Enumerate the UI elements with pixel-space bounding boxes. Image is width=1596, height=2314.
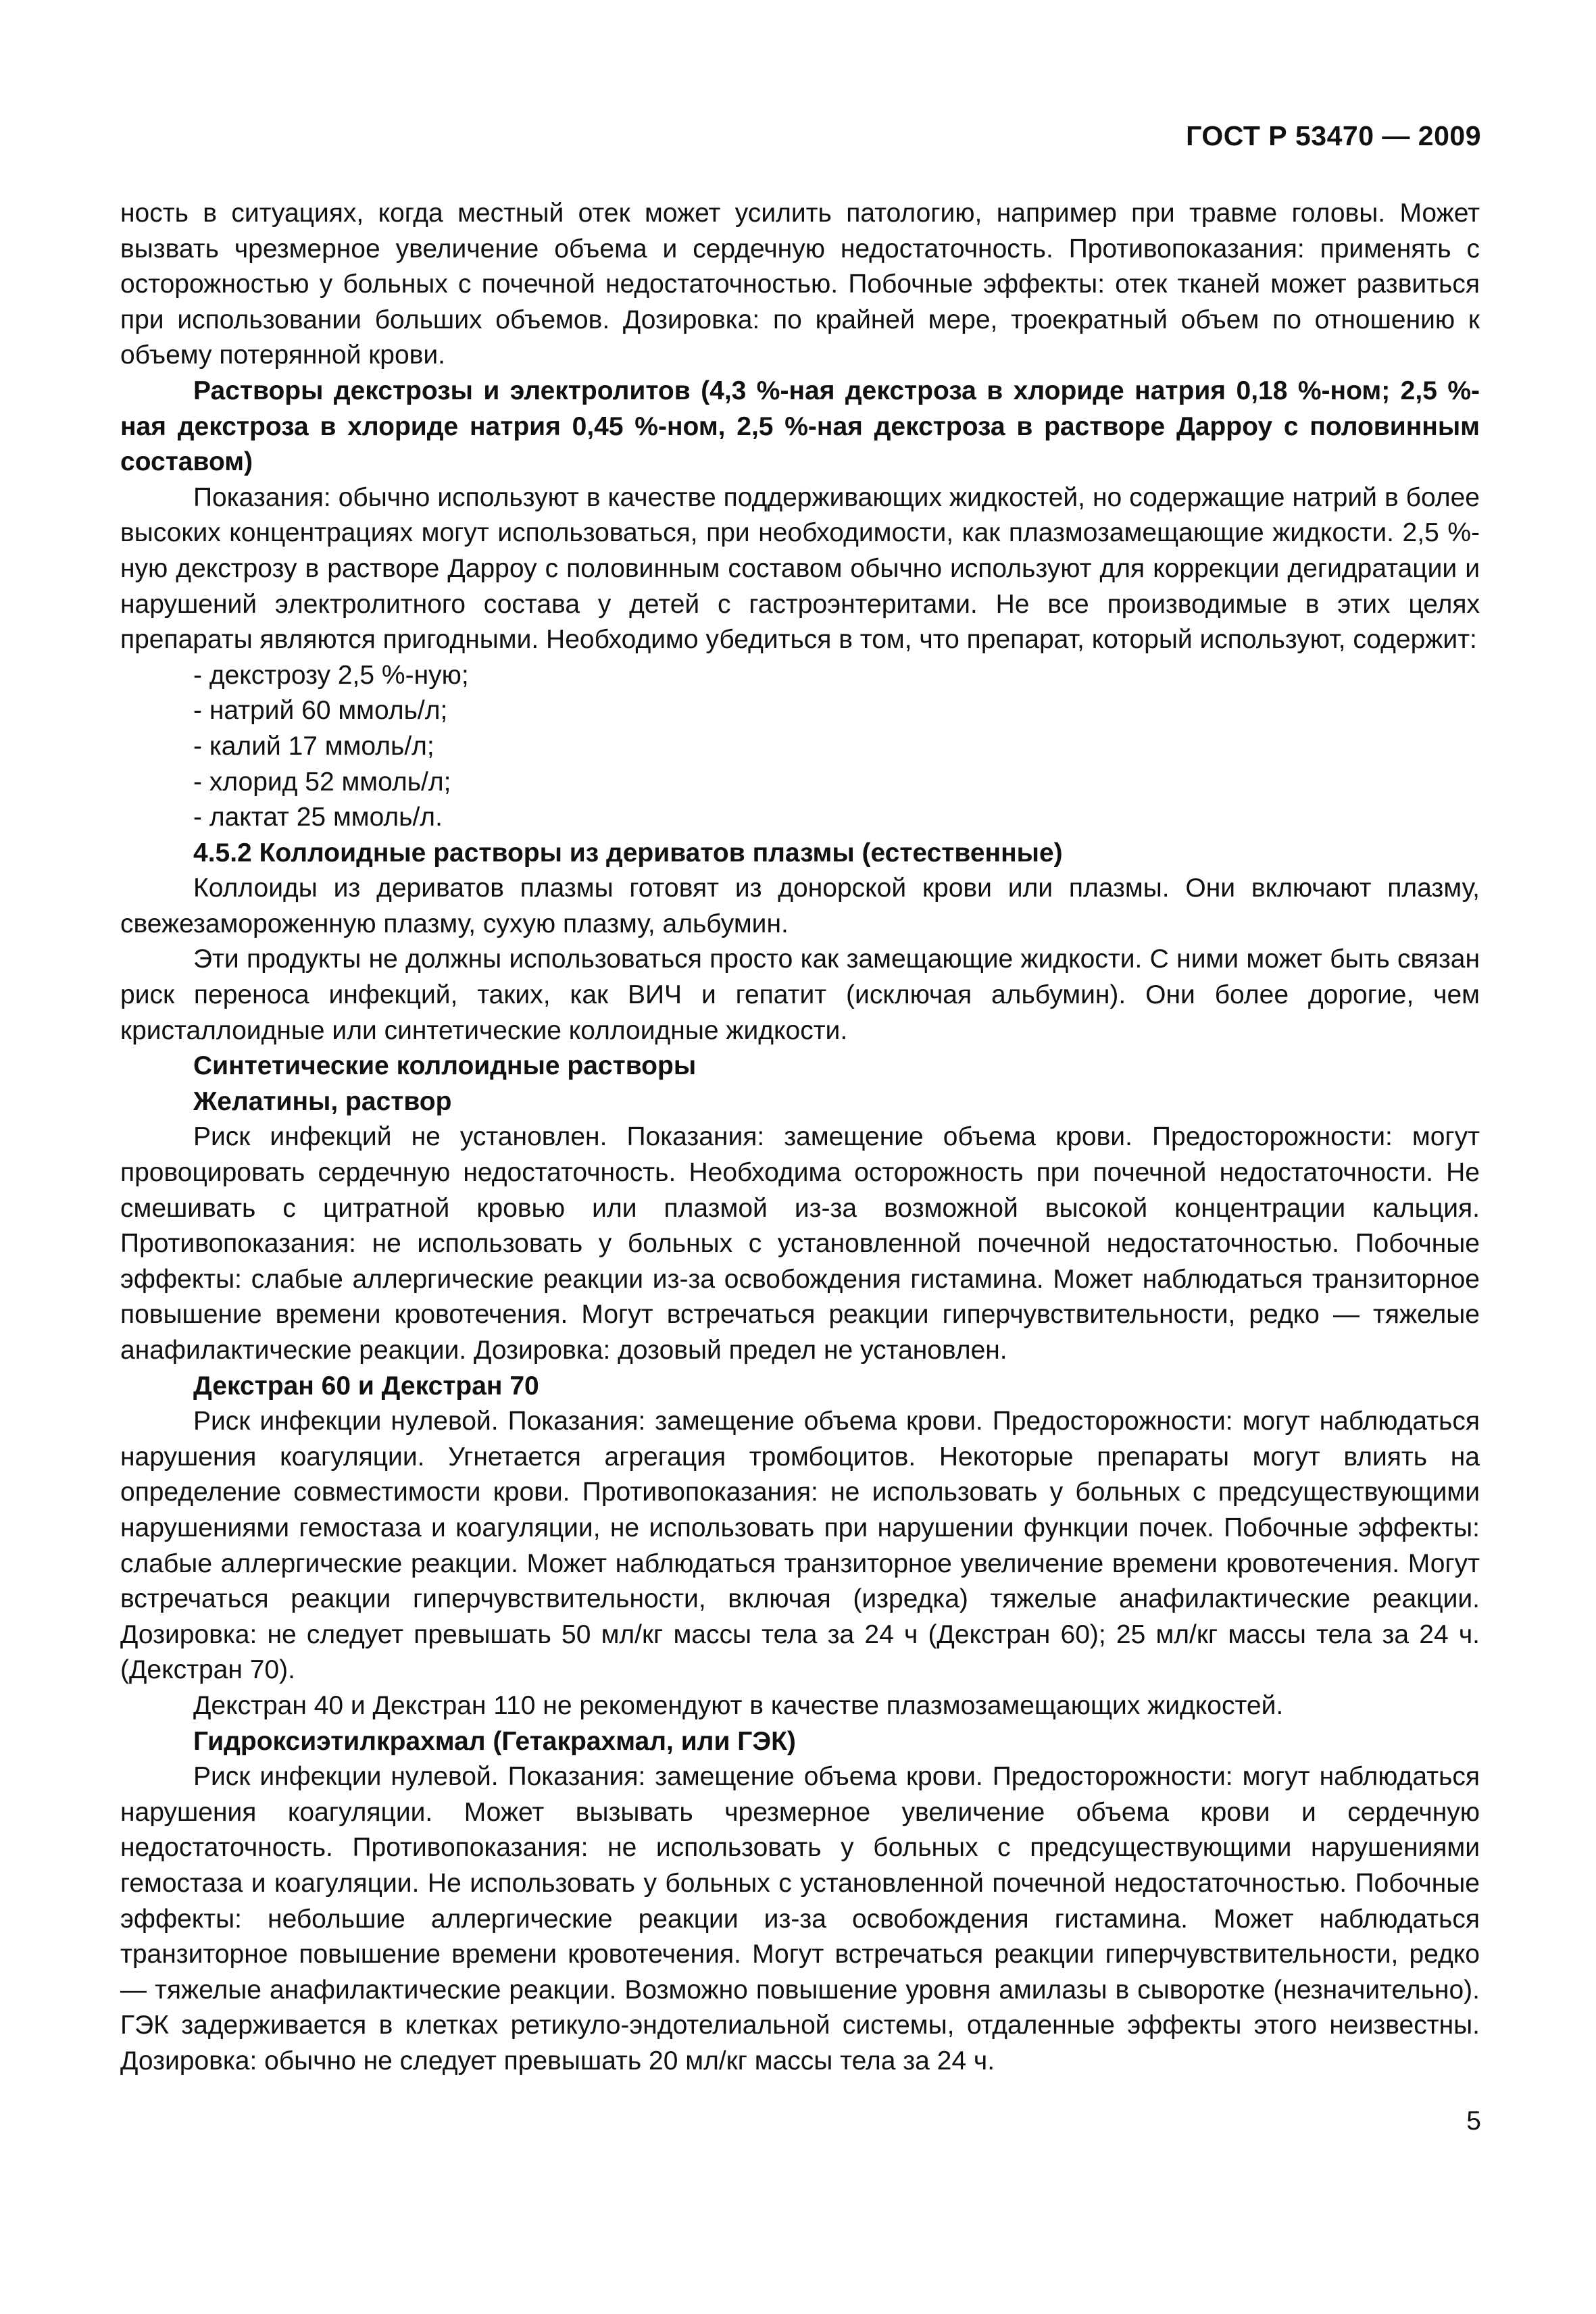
list-item: - натрий 60 ммоль/л;	[193, 696, 448, 726]
paragraph-dextran-note: Декстран 40 и Декстран 110 не рекомендуют в качестве плазмозамещающих жидкостей.	[193, 1690, 1284, 1720]
section-heading-plasma-colloids: 4.5.2 Коллоидные растворы из дериватов плазмы (естественные)	[193, 838, 1063, 867]
list-item: - калий 17 ммоль/л;	[193, 731, 434, 761]
paragraph-plasma-colloids: Коллоиды из дериватов плазмы готовят из донорской крови или плазмы. Они включают плазму, свежезамороженную плазму, сухую плазму, альбумин.	[120, 874, 1480, 938]
subheading-hydroxyethyl-starch: Гидроксиэтилкрахмал (Гетакрахмал, или ГЭК)	[193, 1726, 796, 1756]
paragraph-products-risk: Эти продукты не должны использоваться просто как замещающие жидкости. С ними может быть связан риск переноса инфекций, таких, как ВИЧ и гепатит (исключая альбумин). Они более дорогие, чем кристаллоидные или синтетические коллоидные жидкости.	[120, 945, 1480, 1045]
section-heading-synthetic-colloids: Синтетические коллоидные растворы	[193, 1051, 697, 1081]
page-number: 5	[1466, 2107, 1481, 2136]
subheading-dextran: Декстран 60 и Декстран 70	[193, 1371, 539, 1401]
document-header: ГОСТ Р 53470 — 2009	[1186, 120, 1481, 151]
paragraph-indications: Показания: обычно используют в качестве поддерживающих жидкостей, но содержащие натрий в более высоких концентрациях могут использоваться, при необходимости, как плазмозамещающие жидкости. 2,5 %-ную декстрозу в растворе Дарроу с половинным составом обычно используют для коррекции дегидратации и нарушений электролитного состава у детей с гастроэнтеритами. Не все производимые в этих целях препараты являются пригодными. Необходимо убедиться в том, что препарат, который используют, содержит:	[120, 482, 1480, 655]
paragraph-hydroxyethyl-starch: Риск инфекции нулевой. Показания: замещение объема крови. Предосторожности: могут наблюдаться нарушения коагуляции. Может вызывать чрезмерное увеличение объема крови и сердечную недостаточность. Противопоказания: не использовать у больных с предсуществующими нарушениями гемостаза и коагуляции. Не использовать у больных с установленной почечной недостаточностью. Побочные эффекты: небольшие аллергические реакции из-за освобождения гистамина. Может наблюдаться транзиторное повышение времени кровотечения. Могут встречаться реакции гиперчувствительности, редко — тяжелые анафилактические реакции. Возможно повышение уровня амилазы в сыворотке (незначительно). ГЭК задерживается в клетках ретикуло-эндотелиальной системы, отдаленные эффекты этого неизвестны. Дозировка: обычно не следует превышать 20 мл/кг массы тела за 24 ч.	[120, 1762, 1480, 2076]
document-body	[120, 196, 1480, 2079]
paragraph-continuation: ность в ситуациях, когда местный отек может усилить патологию, например при травме головы. Может вызвать чрезмерное увеличение объема и сердечную недостаточность. Противопоказания: применять с осторожностью у больных с почечной недостаточностью. Побочные эффекты: отек тканей может развиться при использовании больших объемов. Дозировка: по крайней мере, троекратный объем по отношению к объему потерянной крови.	[120, 199, 1480, 370]
list-item: - хлорид 52 ммоль/л;	[193, 767, 451, 797]
paragraph-dextran: Риск инфекции нулевой. Показания: замещение объема крови. Предосторожности: могут наблюдаться нарушения коагуляции. Угнетается агрегация тромбоцитов. Некоторые препараты могут влиять на определение совместимости крови. Противопоказания: не использовать у больных с предсуществующими нарушениями гемостаза и коагуляции, не использовать при нарушении функции почек. Побочные эффекты: слабые аллергические реакции. Может наблюдаться транзиторное увеличение времени кровотечения. Могут встречаться реакции гиперчувствительности, включая (изредка) тяжелые анафилактические реакции. Дозировка: не следует превышать 50 мл/кг массы тела за 24 ч (Декстран 60); 25 мл/кг массы тела за 24 ч. (Декстран 70).	[120, 1407, 1480, 1685]
paragraph-gelatins: Риск инфекций не установлен. Показания: замещение объема крови. Предосторожности: могут провоцировать сердечную недостаточность. Необходима осторожность при почечной недостаточности. Не смешивать с цитратной кровью или плазмой из-за возможной высокой концентрации кальция. Противопоказания: не использовать у больных с установленной почечной недостаточностью. Побочные эффекты: слабые аллергические реакции из-за освобождения гистамина. Может наблюдаться транзиторное повышение времени кровотечения. Могут встречаться реакции гиперчувствительности, редко — тяжелые анафилактические реакции. Дозировка: дозовый предел не установлен.	[120, 1122, 1480, 1365]
list-item: - лактат 25 ммоль/л.	[193, 803, 443, 832]
list-item: - декстрозу 2,5 %-ную;	[193, 660, 469, 690]
subheading-gelatins: Желатины, раствор	[193, 1086, 452, 1116]
section-heading-dextrose-solutions: Растворы декстрозы и электролитов (4,3 %-ная декстроза в хлориде натрия 0,18 %-ном; 2,5 %-ная декстроза в хлориде натрия 0,45 %-ном, 2,5 %-ная декстроза в растворе Дарроу с половинным составом)	[120, 376, 1480, 477]
